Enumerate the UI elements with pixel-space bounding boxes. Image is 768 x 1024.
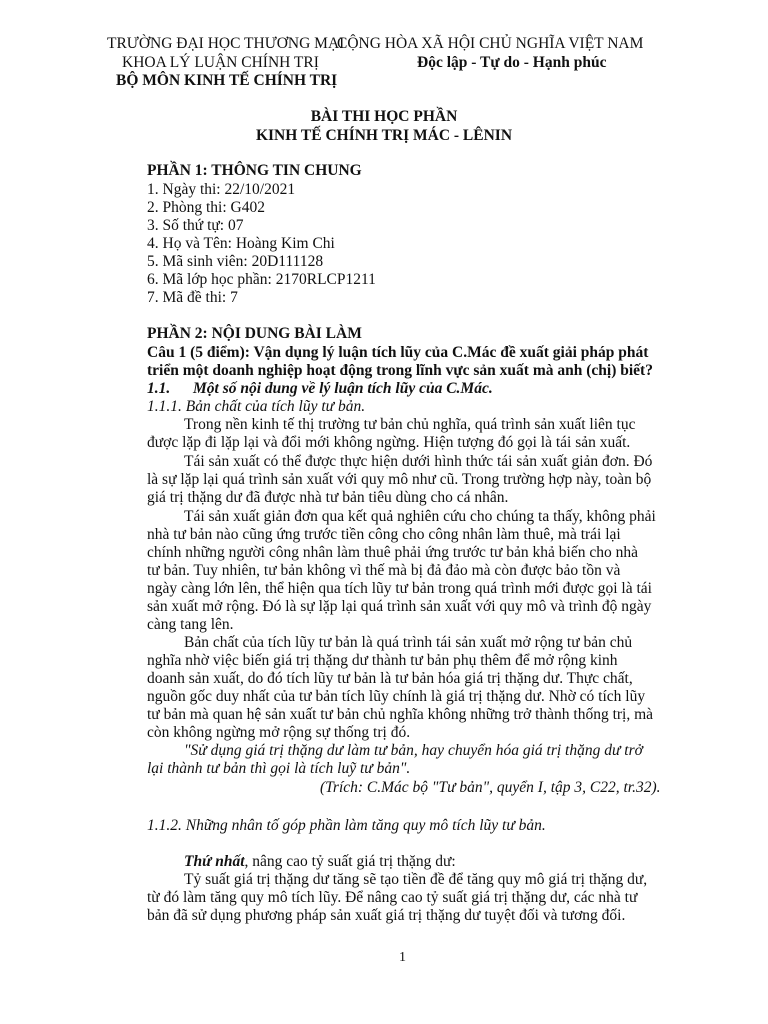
department-name: BỘ MÔN KINH TẾ CHÍNH TRỊ <box>116 72 338 89</box>
section-1-1-title: Một số nội dung về lý luận tích lũy của C.Mác. <box>193 380 493 397</box>
info-item: 6. Mã lớp học phần: 2170RLCP1211 <box>147 271 376 288</box>
section-1-1-2-heading: 1.1.2. Những nhân tố góp phần làm tăng quy mô tích lũy tư bản. <box>147 817 546 834</box>
section-1-1-1-heading: 1.1.1. Bản chất của tích lũy tư bản. <box>147 398 366 415</box>
paragraph-line: doanh sản xuất, do đó tích lũy tư bản là tư bản hóa giá trị thặng dư. Thực chất, <box>147 670 633 687</box>
paragraph-line: Tỷ suất giá trị thặng dư tăng sẽ tạo tiền đề để tăng quy mô giá trị thặng dư, <box>184 871 648 888</box>
paragraph-line: còn không ngừng mở rộng sự thống trị đó. <box>147 724 411 741</box>
paragraph-line: chính những người công nhân làm thuê phải ứng trước tư bản khả biến cho nhà <box>147 544 638 561</box>
citation: (Trích: C.Mác bộ "Tư bản", quyển I, tập 3, C22, tr.32). <box>320 779 661 796</box>
paragraph-line: càng tang lên. <box>147 616 234 633</box>
first-factor-label: Thứ nhất <box>184 853 245 870</box>
question-text: Câu 1 (5 điểm): Vận dụng lý luận tích lũy của C.Mác đề xuất giải pháp phát <box>147 344 649 361</box>
faculty-name: KHOA LÝ LUẬN CHÍNH TRỊ <box>122 54 319 71</box>
section-1-1-number: 1.1. <box>147 380 171 397</box>
info-item: 7. Mã đề thi: 7 <box>147 289 238 306</box>
first-factor-text: , nâng cao tỷ suất giá trị thặng dư: <box>244 853 456 870</box>
page-number: 1 <box>399 950 406 965</box>
info-item: 3. Số thứ tự: 07 <box>147 217 244 234</box>
paragraph-line: Trong nền kinh tế thị trường tư bản chủ nghĩa, quá trình sản xuất liên tục <box>184 416 636 433</box>
info-item: 1. Ngày thi: 22/10/2021 <box>147 181 296 198</box>
info-item: 2. Phòng thi: G402 <box>147 199 265 216</box>
part1-heading: PHẦN 1: THÔNG TIN CHUNG <box>147 162 362 179</box>
course-title: KINH TẾ CHÍNH TRỊ MÁC - LÊNIN <box>255 127 513 144</box>
paragraph-line: nhà tư bản nào cũng ứng trước tiền công cho công nhân làm thuê, mà trái lại <box>147 526 621 543</box>
quote-line: lại thành tư bản thì gọi là tích luỹ tư bản". <box>147 760 411 777</box>
paragraph-line: là sự lặp lại quá trình sản xuất với quy mô như cũ. Trong trường hợp này, toàn bộ <box>147 471 652 488</box>
quote-line: "Sử dụng giá trị thặng dư làm tư bản, hay chuyển hóa giá trị thặng dư trở <box>184 742 643 759</box>
paragraph-line: tư bản mà quan hệ sản xuất tư bản chủ nghĩa không những trở thành thống trị, mà <box>147 706 654 723</box>
paragraph-line: từ đó làm tăng quy mô tích lũy. Để nâng cao tỷ suất giá trị thặng dư, các nhà tư <box>147 889 638 906</box>
question-text: triển một doanh nghiệp hoạt động trong lĩnh vực sản xuất mà anh (chị) biết? <box>147 362 653 379</box>
exam-title: BÀI THI HỌC PHẦN <box>310 108 458 125</box>
university-name: TRƯỜNG ĐẠI HỌC THƯƠNG MẠI <box>107 35 345 52</box>
paragraph-line: Bản chất của tích lũy tư bản là quá trình tái sản xuất mở rộng tư bản chủ <box>184 634 633 651</box>
paragraph-line: Tái sản xuất giản đơn qua kết quả nghiên cứu cho chúng ta thấy, không phải <box>184 508 656 525</box>
paragraph-line: Tái sản xuất có thể được thực hiện dưới hình thức tái sản xuất giản đơn. Đó <box>184 453 653 470</box>
paragraph-line: ngày càng lớn lên, thể hiện qua tích lũy tư bản trong quá trình mới được gọi là tái <box>147 580 652 597</box>
info-item: 4. Họ và Tên: Hoàng Kim Chi <box>147 235 335 252</box>
first-factor-line <box>184 853 456 871</box>
paragraph-line: giá trị thặng dư đã được nhà tư bản tiêu dùng cho cá nhân. <box>147 489 509 506</box>
paragraph-line: nghĩa nhờ việc biến giá trị thặng dư thành tư bản phụ thêm để mở rộng kinh <box>147 652 618 669</box>
paragraph-line: được lặp đi lặp lại và đổi mới không ngừng. Hiện tượng đó gọi là tái sản xuất. <box>147 434 631 451</box>
paragraph-line: bản đã sử dụng phương pháp sản xuất giá trị thặng dư tuyệt đối và tương đối. <box>147 907 626 924</box>
info-item: 5. Mã sinh viên: 20D111128 <box>147 253 324 270</box>
paragraph-line: tư bản. Tuy nhiên, tư bản không vì thế mà bị đả đảo mà còn được bảo tồn và <box>147 562 621 579</box>
paragraph-line: nguồn gốc duy nhất của tư bản tích lũy chính là giá trị thặng dư. Nhờ có tích lũy <box>147 688 646 705</box>
paragraph-line: sản xuất mở rộng. Đó là sự lặp lại quá trình sản xuất với quy mô và trình độ ngày <box>147 598 652 615</box>
part2-heading: PHẦN 2: NỘI DUNG BÀI LÀM <box>147 325 362 342</box>
nation-name: CỘNG HÒA XÃ HỘI CHỦ NGHĨA VIỆT NAM <box>337 35 644 52</box>
national-motto: Độc lập - Tự do - Hạnh phúc <box>417 54 607 71</box>
